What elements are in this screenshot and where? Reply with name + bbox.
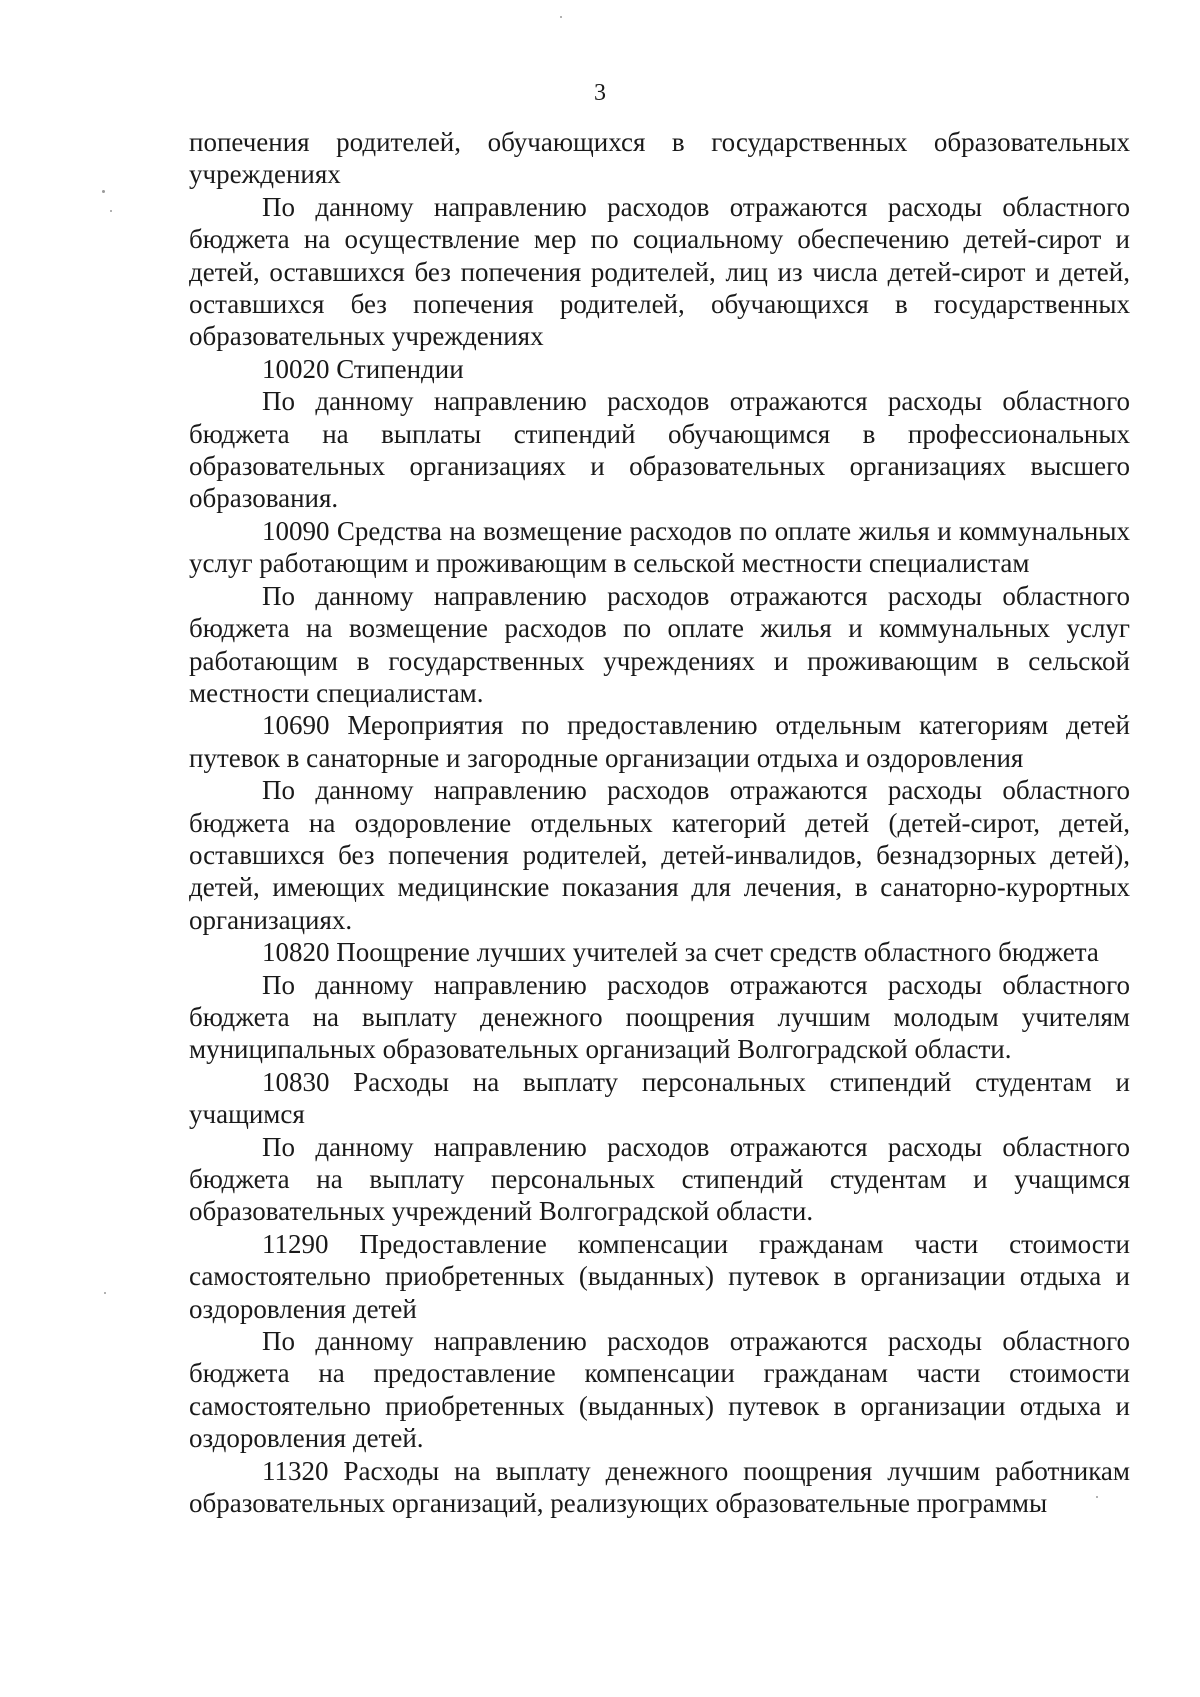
section-heading: 10820 Поощрение лучших учителей за счет средств областного бюджета <box>262 937 1099 968</box>
page-number: 3 <box>594 80 606 106</box>
section-heading: 10830 Расходы на выплату персональных стипендий студентам и учащимся <box>189 1066 1130 1130</box>
paragraph: попечения родителей, обучающихся в государственных образовательных учреждениях <box>189 127 1130 190</box>
scan-speck <box>1096 1496 1098 1498</box>
scan-speck <box>104 1292 106 1294</box>
section-heading: 11290 Предоставление компенсации гражданам части стоимости самостоятельно приобретенных (выданных) путевок в организации отдыха и оздоровления детей <box>189 1228 1130 1324</box>
section-heading: 10020 Стипендии <box>262 353 464 384</box>
paragraph: По данному направлению расходов отражаются расходы областного бюджета на возмещение расходов по оплате жилья и коммунальных услуг работающим в государственных учреждениях и проживающим в сельской местности специалистам. <box>189 580 1130 708</box>
section-heading: 10090 Средства на возмещение расходов по оплате жилья и коммунальных услуг работающим и проживающим в сельской местности специалистам <box>189 515 1130 579</box>
paragraph: По данному направлению расходов отражаются расходы областного бюджета на выплаты стипендий обучающимся в профессиональных образовательных организациях и образовательных организациях высшего образования. <box>189 386 1130 514</box>
paragraph: По данному направлению расходов отражаются расходы областного бюджета на оздоровление отдельных категорий детей (детей-сирот, детей, оставшихся без попечения родителей, детей-инвалидов, безнадзорных детей), детей, имеющих медицинские показания для лечения, в санаторно-курортных организациях. <box>189 775 1130 935</box>
scan-speck <box>110 210 112 212</box>
paragraph: По данному направлению расходов отражаются расходы областного бюджета на предоставление компенсации гражданам части стоимости самостоятельно приобретенных (выданных) путевок в организации отдыха и оздоровления детей. <box>189 1326 1130 1454</box>
scan-speck <box>560 16 562 18</box>
paragraph: По данному направлению расходов отражаются расходы областного бюджета на выплату персональных стипендий студентам и учащимся образовательных учреждений Волгоградской области. <box>189 1131 1130 1227</box>
paragraph: По данному направлению расходов отражаются расходы областного бюджета на осуществление мер по социальному обеспечению детей-сирот и детей, оставшихся без попечения родителей, лиц из числа детей-сирот и детей, оставшихся без попечения родителей, обучающихся в государственных образовательных учреждениях <box>189 191 1130 352</box>
section-heading: 11320 Расходы на выплату денежного поощрения лучшим работникам образовательных организаций, реализующих образовательные программы <box>189 1455 1130 1519</box>
paragraph: По данному направлению расходов отражаются расходы областного бюджета на выплату денежного поощрения лучшим молодым учителям муниципальных образовательных организаций Волгоградской области. <box>189 969 1130 1065</box>
document-body <box>189 126 1130 1519</box>
section-heading: 10690 Мероприятия по предоставлению отдельным категориям детей путевок в санаторные и загородные организации отдыха и оздоровления <box>189 710 1130 773</box>
scan-speck <box>102 190 105 193</box>
